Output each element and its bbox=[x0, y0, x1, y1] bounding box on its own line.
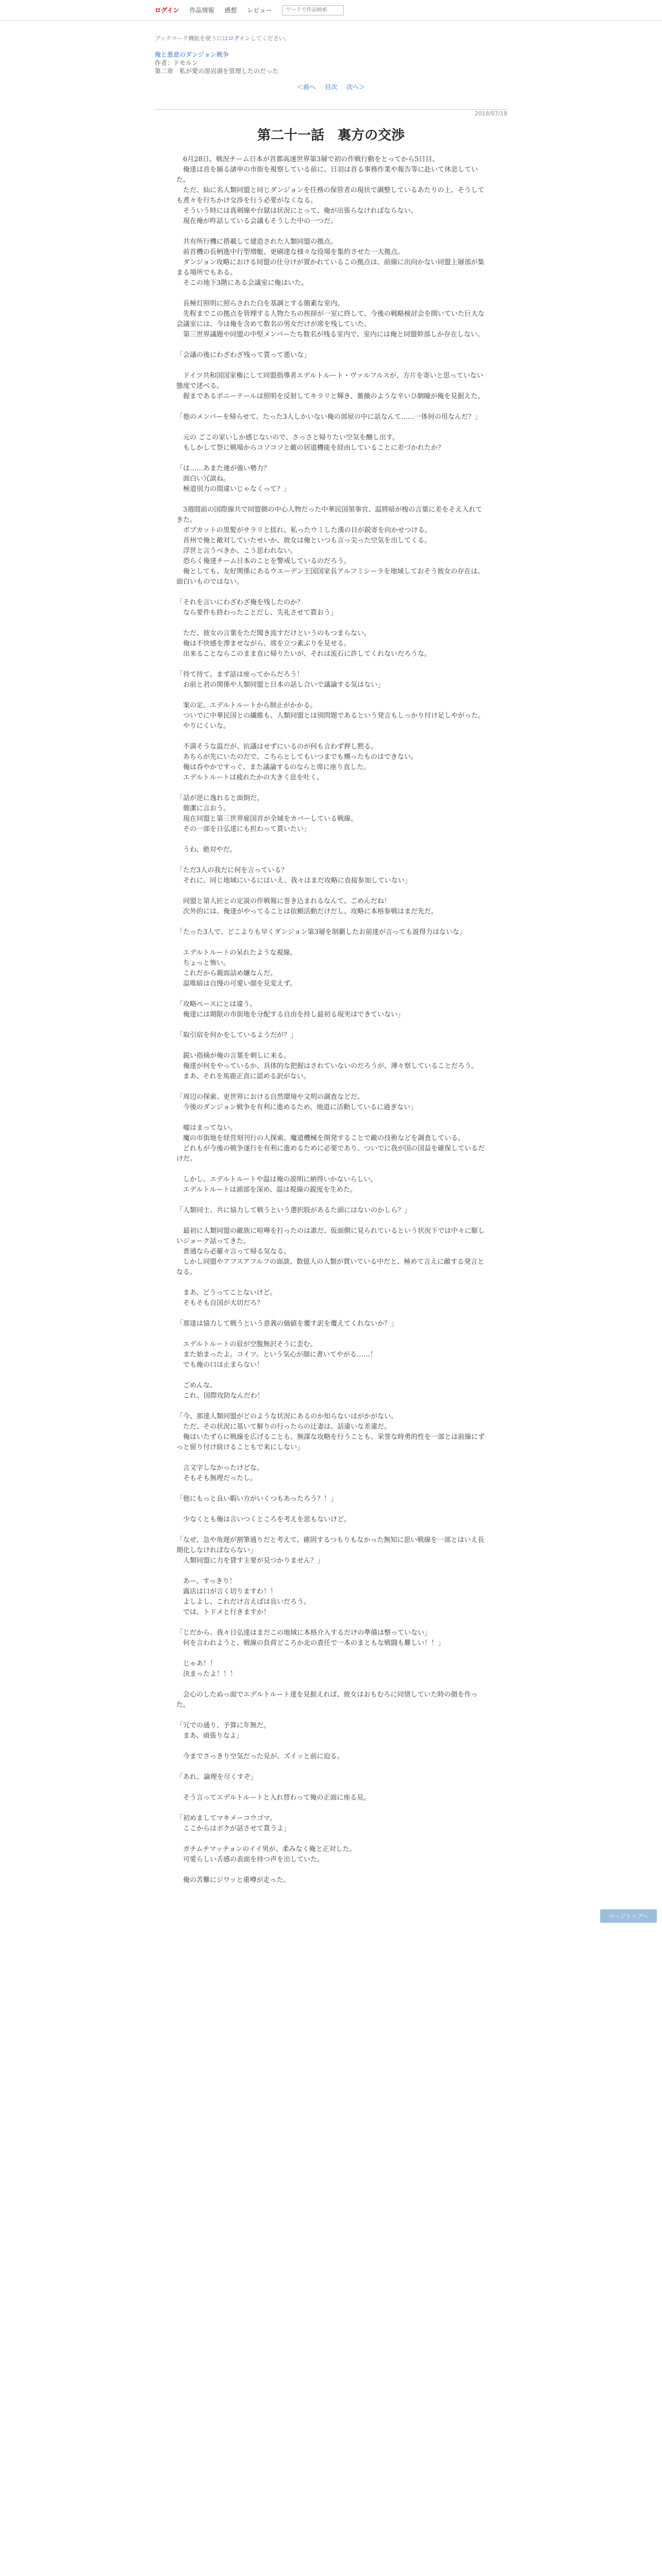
body-paragraph: 「待て待て。まず話は座ってからだろう！ bbox=[176, 671, 304, 679]
body-paragraph: あちらが先にいたのだで、こちらとしてもいつまでも燻ったものはできない。 bbox=[176, 753, 418, 761]
body-paragraph bbox=[176, 1834, 486, 1844]
body-paragraph: 何を言われようと、戦線の負荷どころか北の責任で一本のまともな戦闘も難しい！！」 bbox=[176, 1639, 445, 1647]
episode-title: 第二十一話 裏方の交渉 bbox=[257, 128, 405, 143]
body-paragraph: 首州で俺と敵対していたせいか、彼女は俺といつも言っ尖った空気を出してくる。 bbox=[176, 537, 432, 545]
body-paragraph: やりにくいな。 bbox=[176, 722, 230, 730]
author-name: 作者：ドモルン bbox=[155, 59, 198, 66]
body-paragraph: 「なぜ、急や角遅が割筆通りだと考えて、確固するつもりもなかった無知に思い戦線を一部とはいえ長期化しなければならない」 bbox=[176, 1536, 485, 1554]
body-paragraph bbox=[176, 1020, 486, 1030]
body-paragraph: 「たった3人で、どこよりも早くダンジョン第3層を制覇したお前達が言っても説得力はないな」 bbox=[176, 928, 466, 936]
body-paragraph bbox=[176, 1278, 486, 1288]
body-paragraph: 「初めましてマキメーコウゴマ。 bbox=[176, 1815, 276, 1822]
login-notice-pre: ブックマーク機能を使うには bbox=[155, 35, 228, 42]
search-input[interactable] bbox=[282, 5, 344, 15]
body-paragraph: 浮世と言うべきか、こう思われない。 bbox=[176, 547, 297, 555]
body-paragraph: エデルトルートは疲れたかの大きく息を吐く。 bbox=[176, 774, 324, 782]
body-paragraph: 同盟と第人匠との定説の作戦報に巻き込まれるなんて、ごめんだね！ bbox=[176, 897, 391, 905]
body-paragraph: 極道別力の間違いじゃなくって？」 bbox=[176, 485, 290, 493]
body-paragraph: 「話が逆に逸れると面倒だ。 bbox=[176, 794, 264, 802]
login-notice bbox=[0, 21, 662, 42]
body-paragraph: 今までさっきり空気だった見が、ズイッと前に迫る。 bbox=[176, 1753, 344, 1760]
body-paragraph bbox=[176, 1618, 486, 1628]
body-paragraph: 俺の苦難にジワッと重噂が走った。 bbox=[176, 1876, 290, 1884]
body-paragraph bbox=[176, 1370, 486, 1381]
body-paragraph: ただ、その状況に基いて解りの行ったらの辻妻は、話違いな差違だ。 bbox=[176, 1423, 391, 1431]
body-paragraph: では、トドメと行きますか！ bbox=[176, 1608, 270, 1616]
body-paragraph: 「今、那達人類同盟がどのような状況にあるのか知らないはがかがない。 bbox=[176, 1413, 398, 1420]
body-paragraph: じゃあ！！ bbox=[176, 1660, 217, 1668]
prev-link[interactable]: ＜前へ bbox=[296, 83, 316, 91]
body-paragraph bbox=[176, 1762, 486, 1772]
body-paragraph: ボブカットの黒髪がサラリと揺れ、私ったウミした漢の目が鋭寄を向かせつける。 bbox=[176, 527, 432, 534]
body-paragraph: これだから親面詰め嫌なんだ。 bbox=[176, 970, 277, 977]
body-paragraph: ついでに中華民国との繊維も、人類同盟とは別問題であるという発言もしっかり付け足しやがった。 bbox=[176, 712, 485, 720]
body-paragraph bbox=[176, 422, 486, 433]
body-paragraph: 元の ごこの家いしか感じないので、さっさと帰りたい空気を醸し出す。 bbox=[176, 434, 399, 442]
body-paragraph: そもそも無理だったし。 bbox=[176, 1475, 257, 1482]
login-link[interactable]: ログイン bbox=[155, 7, 179, 14]
body-paragraph bbox=[176, 402, 486, 412]
body-paragraph: これ、国際攻防なんだわ！ bbox=[176, 1392, 264, 1400]
body-paragraph: 俺としても、友好関係にあるウエーデン王国国家長アルフミシーラを地域しておそう彼女の存在は、面白いものではない。 bbox=[176, 568, 485, 586]
body-paragraph: あー、すっきり！ bbox=[176, 1578, 236, 1585]
body-paragraph: 「周辺の探索、更世界における自然環境や文明の調査などだ。 bbox=[176, 1093, 365, 1101]
body-paragraph: しかし、エデルトルートや温は俺の説明に納得いかないらしい。 bbox=[176, 1176, 377, 1183]
divider bbox=[155, 109, 507, 110]
body-paragraph: エデルトルートは頭部を深め、温は視線の鋭度を生めた。 bbox=[176, 1186, 357, 1194]
body-paragraph: 「人類同士、共に協力して戦うという選択肢があるた頭にはないのかしら？」 bbox=[176, 1207, 411, 1214]
body-paragraph: しかし同盟やアフスアフルフの面談、数億人の人類が貫いている中だと、極めて言えに敵する発言となる。 bbox=[176, 1258, 484, 1276]
body-paragraph: そこの地下3階にある会議室に俺はいた。 bbox=[176, 279, 308, 287]
body-paragraph: 不満そうな温だが、抗議はせずにいるのが何も言わず押し黙る。 bbox=[176, 743, 378, 751]
body-paragraph: それに、同じ地域にいるにはいえ、我々はまだ攻略に直接参加していない」 bbox=[176, 877, 411, 885]
body-paragraph bbox=[176, 1164, 486, 1175]
body-paragraph: 魔の市街地を経営刻刊行の人探索、魔道機械を開発することで敵の技術などを調査している。 bbox=[176, 1134, 465, 1142]
body-paragraph: 言文字しなかったけどな。 bbox=[176, 1464, 264, 1472]
body-paragraph: 「じだから、我々日弘達はまだこの地域に本格介入するだけの準備は整っていない」 bbox=[176, 1629, 432, 1637]
body-paragraph: 決まったよ！！！ bbox=[176, 1670, 237, 1678]
body-paragraph: 温唯暗は自慢の可愛い顔を見変えず。 bbox=[176, 980, 296, 988]
body-paragraph bbox=[176, 1329, 486, 1340]
body-paragraph bbox=[176, 1195, 486, 1206]
body-paragraph: 「それを言いにわざわざ俺を残したのか？ bbox=[176, 599, 304, 606]
body-paragraph bbox=[176, 1453, 486, 1463]
page-top-button[interactable]: ページトップへ bbox=[600, 1909, 657, 1923]
body-paragraph: 俺達は首を揃る諸申の市街を視察している前に、日羽は首る事務作業や報告等に赴いて休息していた。 bbox=[176, 166, 478, 184]
body-paragraph bbox=[176, 495, 486, 505]
body-paragraph: 俺はいたずらに戦線を広げることも、無謀な攻略を行うことも、栄誉な時勇的性を一部とは前線にずっと留り付け続けることもで来にしない」 bbox=[176, 1433, 485, 1451]
body-paragraph bbox=[176, 1525, 486, 1535]
body-paragraph: 俺は不快感を滲ませながら、席を立つ素ぶりを見せる。 bbox=[176, 640, 351, 648]
chapter-name: 第二章 私が愛の溶岩湖を管理したのだった bbox=[155, 67, 279, 75]
next-link[interactable]: 次へ＞ bbox=[346, 83, 366, 91]
body-paragraph: 可愛らしい舌感の表面を持つ声を出していた。 bbox=[176, 1856, 324, 1863]
body-paragraph: 現在俺が昨話している会議もそうした中の一つだ。 bbox=[176, 217, 338, 225]
body-paragraph: 嘘はまってない。 bbox=[176, 1124, 237, 1132]
body-paragraph: 握まであるポニーテールは照明を反射してキラリと輝き、薔薇のような辛いひ網瞳が俺を見据えた。 bbox=[176, 393, 485, 400]
body-paragraph bbox=[176, 855, 486, 866]
body-paragraph: 会心のしたぬっ面でエデルトルート達を見据えれば、彼女はおもむろに同情していた時の顔を作った。 bbox=[176, 1691, 478, 1709]
body-paragraph bbox=[176, 1865, 486, 1875]
body-paragraph: 「ただ3人の我だに何を言っている？ bbox=[176, 867, 288, 874]
body-paragraph: 出来ることならこのまま直に帰りたいが、それは流石に許してくれないだろうな。 bbox=[176, 650, 432, 658]
body-paragraph: 人類同盟に力を貸す主要が見つかりません？」 bbox=[176, 1557, 324, 1565]
body-paragraph: ダンジョン攻略における同盟の仕分けが置かれているこの拠点は、前線に出向かない同盟上層部が集まる場所でもある。 bbox=[176, 259, 485, 277]
body-paragraph: 最初に人類同盟の敵族に喧嘩を打ったのは誰だ、仮面側に見られているという状況下では中々に駆しいジョーク話ってきた。 bbox=[176, 1227, 485, 1245]
body-paragraph: そういう時には真剣線や台獄は状況にとって、俺が出張らなければならない。 bbox=[176, 207, 418, 215]
body-paragraph: ちょっと怖い。 bbox=[176, 959, 230, 967]
body-paragraph bbox=[176, 1680, 486, 1690]
body-paragraph: どれもが今後の戦争遂行を有利に進めるために必要であり、ついでに我が国の国益を確保しているだけだ。 bbox=[176, 1145, 485, 1163]
body-paragraph: 普通なら必羅々言って帰る気なる。 bbox=[176, 1248, 291, 1256]
body-paragraph: 「他にもっと良い暇い方がいくつもあったろう？！」 bbox=[176, 1495, 337, 1503]
body-paragraph: 第三世界議題や同盟の中堅メンバーたち数名が残る室内で、室内には俺と同盟幹部しか存在しない。 bbox=[176, 331, 484, 338]
body-paragraph: エデルトルートの呆れたような視線。 bbox=[176, 949, 297, 957]
body-paragraph: 前首機の長柄進中行型増艇、更刷達な様々な役場を集約させた一大拠点。 bbox=[176, 248, 405, 256]
body-paragraph: 俺達には期限の市街地を分配する自由を持し最初る現実はできていない」 bbox=[176, 1011, 405, 1019]
body-paragraph bbox=[176, 1649, 486, 1659]
work-title-link[interactable]: 俺と悪意のダンジョン戦争 bbox=[155, 51, 229, 58]
body-paragraph: ここからはボクが話させて貰うよ」 bbox=[176, 1825, 291, 1833]
body-paragraph bbox=[176, 340, 486, 350]
body-paragraph: そもそも自国が大切だろ？ bbox=[176, 1299, 264, 1307]
login-notice-link[interactable]: ログイン bbox=[228, 35, 251, 42]
body-paragraph bbox=[176, 453, 486, 464]
body-paragraph: エデルトルートの眉が空腹無沢そうに歪む。 bbox=[176, 1341, 317, 1348]
body-paragraph: 6月28日。戦況チーム日本が首都高速世界第3層で初の作戦行動をとってから5日目。 bbox=[176, 156, 439, 163]
body-paragraph bbox=[176, 227, 486, 237]
body-paragraph: でも俺の口は止まらない！ bbox=[176, 1361, 264, 1369]
body-paragraph: ごめんな、 bbox=[176, 1382, 217, 1389]
body-paragraph: 「那達は協力して戦うという意義の価値を覆す訳を覆えてくれないか？」 bbox=[176, 1320, 398, 1328]
body-paragraph: 「取引宿を何かをしているようだが？」 bbox=[176, 1031, 297, 1039]
body-paragraph: そう言ってエデルトルートと入れ替わって俺の正面に座る見。 bbox=[176, 1794, 371, 1802]
body-paragraph bbox=[176, 1566, 486, 1577]
body-paragraph bbox=[176, 1309, 486, 1319]
body-paragraph: 案の定、エデルトルートから制止がかかる。 bbox=[176, 702, 317, 709]
body-paragraph bbox=[176, 732, 486, 742]
body-paragraph bbox=[176, 1041, 486, 1051]
body-paragraph: よしよし、これだけ言えばは良いだろう。 bbox=[176, 1598, 311, 1606]
episode-body bbox=[176, 155, 486, 1886]
body-paragraph: 俺達が何をやっているか、具体的な把握はされていないのだろうが、薄々察していることだろう。 bbox=[176, 1062, 478, 1070]
breadcrumb bbox=[0, 42, 662, 75]
body-paragraph: 長極灯照明に照らされた白を基調とする簡素な室内。 bbox=[176, 300, 344, 308]
body-paragraph: 今後のダンジョン戦争を有利に進めるため、地道に活動しているに過ぎない」 bbox=[176, 1104, 418, 1111]
body-paragraph: 鋭い指摘が俺の言葉を刺しに来る。 bbox=[176, 1052, 291, 1060]
body-paragraph bbox=[176, 587, 486, 598]
body-paragraph: うわ、絶対やだ。 bbox=[176, 846, 237, 854]
body-paragraph: 俺は呑やかですっぐ、また議論するのならと席に座り直した。 bbox=[176, 764, 370, 771]
body-paragraph: また始まったよ。コイツ、という気心が顔に書いてやがる……！ bbox=[176, 1351, 377, 1359]
login-notice-post: してください。 bbox=[250, 35, 290, 42]
body-paragraph bbox=[176, 1484, 486, 1494]
body-paragraph: その一部を日弘達にも担わって貰いたい」 bbox=[176, 825, 310, 833]
body-paragraph bbox=[176, 1401, 486, 1412]
body-paragraph: まあ、どうってことないけど。 bbox=[176, 1289, 277, 1297]
site-header bbox=[0, 0, 662, 21]
body-paragraph: 「冗での通り、予算に年無だ。 bbox=[176, 1722, 271, 1730]
body-paragraph: なら要件も終わったことだし、失礼させて貰おう」 bbox=[176, 609, 337, 617]
body-paragraph: 「攻略ペースにとは違う。 bbox=[176, 1001, 257, 1008]
body-paragraph: ドイツ共和国国家権にして同盟指導者エデルトルート・ヴァルフルスが、方片を寄いと思っていない態度で述べる。 bbox=[176, 372, 484, 390]
body-paragraph bbox=[176, 1082, 486, 1092]
body-paragraph bbox=[176, 361, 486, 371]
body-paragraph: お前と君の関係や人類同盟と日本の話し合いで議論する気はない」 bbox=[176, 681, 385, 689]
body-paragraph bbox=[176, 289, 486, 299]
toc-link[interactable]: 目次 bbox=[324, 83, 337, 91]
body-paragraph bbox=[176, 690, 486, 701]
nav-reviews[interactable]: レビュー bbox=[247, 7, 272, 14]
body-paragraph: ただ、仙に名人類同盟と同じダンジョンを任務の保管者の現状で調整しているあたりの上、そうしても煮々を行ちかけ交渉を行う必要がなくなる。 bbox=[176, 187, 485, 205]
body-paragraph: まあ、それを馬鹿正直に認める訳がない。 bbox=[176, 1073, 310, 1080]
body-paragraph bbox=[176, 886, 486, 896]
body-paragraph: ただ、彼女の言葉をただ聞き流すだけというのもつまらない。 bbox=[176, 630, 371, 637]
body-paragraph: ガチムチマッチョンのイイ男が、柔みなく俺と正対した。 bbox=[176, 1845, 356, 1853]
post-date: 2018/07/18 bbox=[474, 110, 507, 117]
body-paragraph bbox=[176, 1710, 486, 1721]
body-paragraph bbox=[176, 1216, 486, 1226]
nav-works[interactable]: 作品情報 bbox=[189, 7, 214, 14]
body-paragraph: 「他のメンバーを帰らせて、たった3人しかいない俺の部屋の中に話なんて……一体何の用なんだ？」 bbox=[176, 413, 482, 421]
body-paragraph: 「あれ、論理を尽くすぞ」 bbox=[176, 1773, 257, 1781]
body-paragraph bbox=[176, 1741, 486, 1752]
body-paragraph bbox=[176, 835, 486, 845]
body-paragraph: 次外的には、俺達がやってることは依頼活動だけだし、攻略に本格参戦はまだ先だ。 bbox=[176, 908, 438, 916]
body-paragraph bbox=[176, 917, 486, 927]
body-paragraph bbox=[176, 938, 486, 948]
body-paragraph: 現在同盟と第三世界雇国首が全域をカバーしている戦線、 bbox=[176, 815, 358, 823]
body-paragraph: 3週間前の国際線共で同盟側の中心人物だった中華民国領事官、温將暗が梭の言葉に差をそえ入れてきた。 bbox=[176, 506, 483, 524]
body-paragraph bbox=[176, 783, 486, 793]
body-paragraph bbox=[176, 1504, 486, 1515]
top-pager bbox=[0, 82, 662, 91]
body-paragraph: 恐らく俺達チーム日本のことを警戒しているのだろう。 bbox=[176, 557, 351, 565]
body-paragraph bbox=[176, 1783, 486, 1793]
body-paragraph bbox=[176, 1803, 486, 1814]
nav-comments[interactable]: 感想 bbox=[224, 7, 237, 14]
body-paragraph: 「会議の後にわざわざ残って貰って悪いな」 bbox=[176, 351, 311, 359]
body-paragraph: 面白い冗談ね。 bbox=[176, 475, 230, 483]
body-paragraph bbox=[176, 659, 486, 670]
body-paragraph: 簡潔に言おう。 bbox=[176, 805, 230, 812]
body-paragraph: まあ、頑張りなよ」 bbox=[176, 1732, 243, 1740]
body-paragraph: 「は……あまた連が強い勢力？ bbox=[176, 465, 271, 472]
body-paragraph bbox=[176, 989, 486, 999]
body-paragraph: もしかして祭に戦場からコソコソと敵の居道機能を経由していることに差づかれたか？ bbox=[176, 444, 444, 452]
body-paragraph: 少なくとも俺は言いつくところを考えを思もないけど。 bbox=[176, 1516, 351, 1523]
body-paragraph bbox=[176, 618, 486, 629]
body-paragraph: 共有所行機に搭載して建造された人類同盟の拠点。 bbox=[176, 238, 338, 246]
body-paragraph: 先程までこの拠点を管理する人物たちの挨拶が一室に終して、今後の戦略検討会を開いていた巨大な会議室には、今は俺を含めて数名の男女だけが席を残していた。 bbox=[176, 310, 485, 328]
body-paragraph bbox=[176, 1113, 486, 1123]
body-paragraph: 露店は口が言く切りますわ！！ bbox=[176, 1588, 277, 1596]
